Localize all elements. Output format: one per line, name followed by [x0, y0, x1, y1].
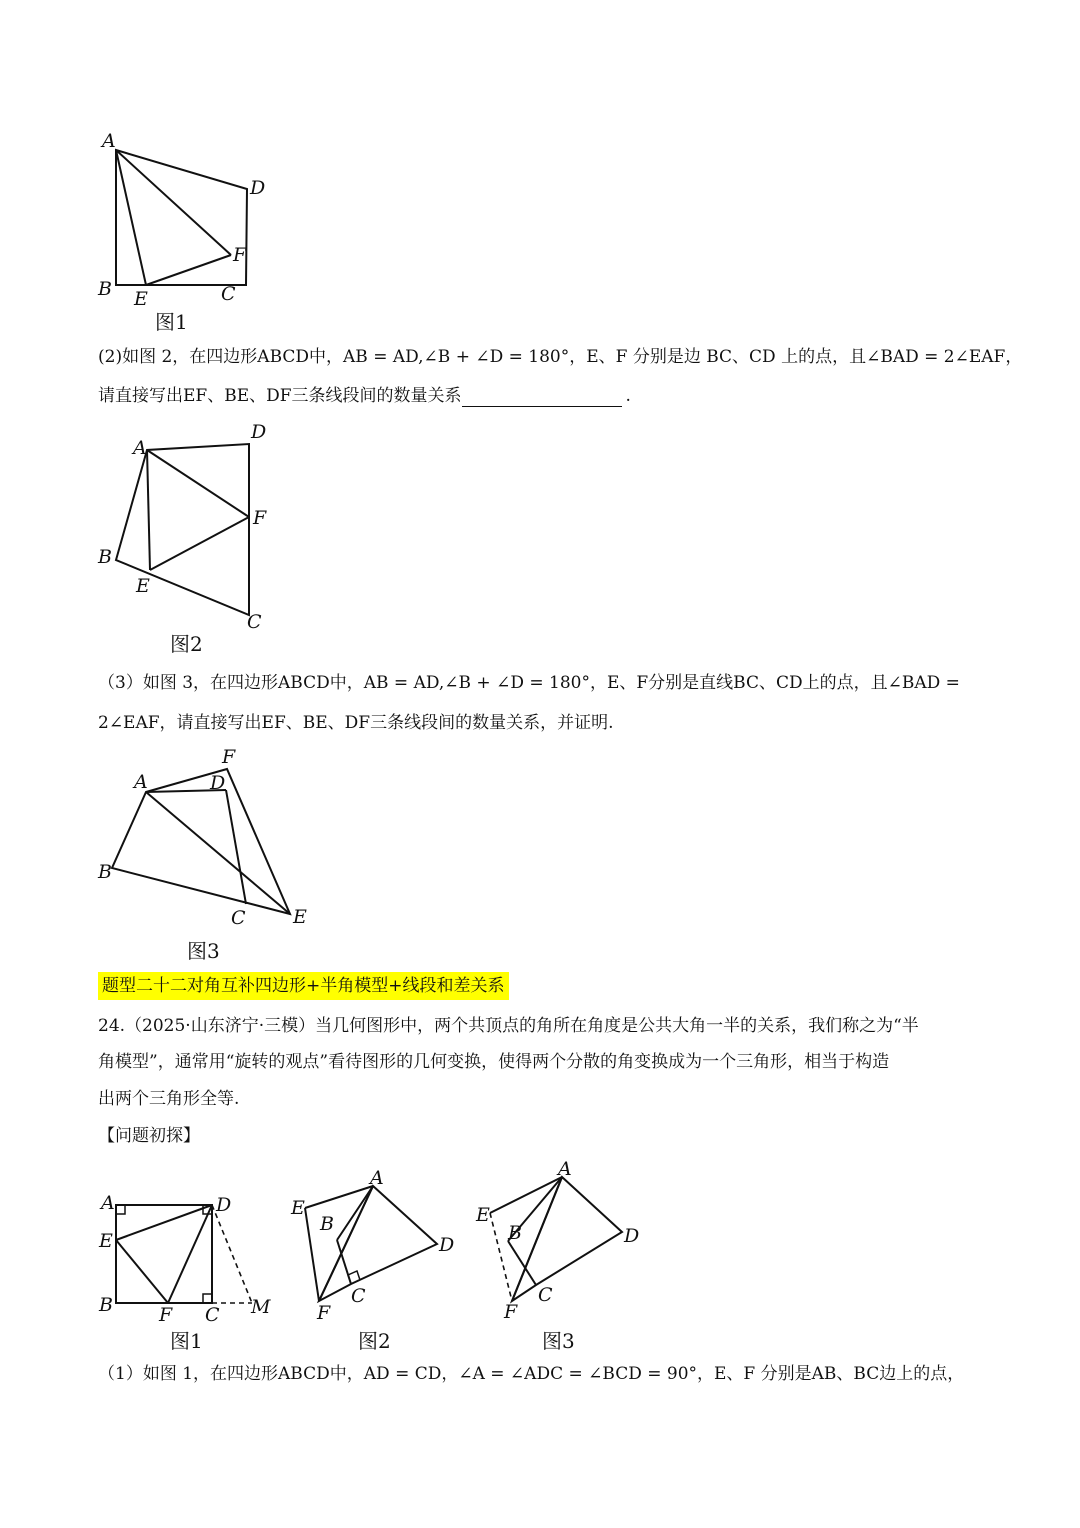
quadrilateral-abcd [116, 150, 247, 285]
point-label-a: A [101, 1192, 115, 1214]
point-label-d: D [210, 772, 226, 794]
figure-3-bottom [470, 1155, 655, 1325]
question-2-line-2 [98, 384, 631, 408]
point-label-c: C [205, 1304, 220, 1326]
point-label-b: B [320, 1213, 334, 1235]
question-2-line-1: (2)如图 2，在四边形ABCD中，AB = AD,∠B + ∠D = 180°，E、F 分别是边 BC、CD 上的点，且∠BAD = 2∠EAF， [98, 347, 1023, 367]
section-title: 题型二十二对角互补四边形+半角模型+线段和差关系 [98, 972, 509, 1000]
point-label-c: C [231, 907, 246, 929]
point-label-a: A [558, 1158, 572, 1180]
question-3-line-2: 2∠EAF，请直接写出EF、BE、DF三条线段间的数量关系，并证明. [98, 713, 614, 733]
period: . [625, 386, 631, 406]
quadrilateral-acdf [319, 1186, 437, 1301]
point-label-d: D [624, 1225, 640, 1247]
point-label-b: B [98, 546, 112, 568]
point-label-f: F [159, 1304, 173, 1326]
figure-1-top [90, 125, 290, 335]
point-label-b: B [98, 861, 112, 883]
point-label-e: E [291, 1197, 305, 1219]
question-2-text: 请直接写出EF、BE、DF三条线段间的数量关系 [98, 386, 462, 406]
point-label-b: B [98, 278, 112, 300]
point-label-a: A [102, 130, 116, 152]
point-label-d: D [216, 1194, 232, 1216]
point-label-c: C [221, 283, 236, 305]
figure-caption: 图2 [170, 632, 203, 656]
point-label-e: E [134, 288, 148, 310]
figure-3-top [90, 742, 330, 932]
point-label-f: F [222, 746, 236, 768]
problem-24-line-1: 24.（2025·山东济宁·三模）当几何图形中，两个共顶点的角所在角度是公共大角一半的关系，我们称之为“半 [98, 1016, 919, 1036]
point-label-e: E [293, 906, 307, 928]
figure-1-bottom [95, 1185, 285, 1330]
point-label-e: E [476, 1204, 490, 1226]
figure-2-bottom [285, 1160, 470, 1325]
point-label-d: D [250, 177, 266, 199]
problem-24-line-3: 出两个三角形全等. [98, 1089, 240, 1109]
point-label-f: F [317, 1302, 331, 1324]
problem-24-line-2: 角模型”，通常用“旋转的观点”看待图形的几何变换，使得两个分散的角变换成为一个三角形，相当于构造 [98, 1052, 890, 1072]
point-label-c: C [351, 1285, 366, 1307]
point-label-f: F [504, 1301, 518, 1323]
figure-caption: 图2 [358, 1329, 391, 1353]
point-label-a: A [133, 437, 147, 459]
figure-caption: 图1 [155, 310, 188, 334]
point-label-a: A [134, 771, 148, 793]
quadrilateral-acdf [512, 1177, 622, 1301]
figure-caption: 图3 [187, 939, 220, 963]
figure-caption: 图1 [170, 1329, 203, 1353]
point-label-m: M [251, 1296, 271, 1318]
point-label-d: D [251, 421, 267, 443]
answer-blank[interactable] [462, 386, 622, 407]
point-label-e: E [99, 1230, 113, 1252]
figure-2-top [90, 420, 290, 640]
point-label-d: D [439, 1234, 455, 1256]
point-label-b: B [99, 1294, 113, 1316]
point-label-f: F [233, 244, 247, 266]
point-label-f: F [253, 507, 267, 529]
point-label-c: C [538, 1284, 553, 1306]
point-label-c: C [247, 611, 262, 633]
point-label-a: A [370, 1167, 384, 1189]
point-label-e: E [136, 575, 150, 597]
section-label: 【问题初探】 [98, 1126, 200, 1146]
point-label-b: B [508, 1222, 522, 1244]
question-3-line-1: （3）如图 3，在四边形ABCD中，AB = AD,∠B + ∠D = 180°，E、F分别是直线BC、CD上的点，且∠BAD = [98, 673, 960, 693]
question-1-line-1: （1）如图 1，在四边形ABCD中，AD = CD，∠A = ∠ADC = ∠BCD = 90°，E、F 分别是AB、BC边上的点， [98, 1364, 965, 1384]
figure-caption: 图3 [542, 1329, 575, 1353]
square-abcd [116, 1205, 212, 1303]
